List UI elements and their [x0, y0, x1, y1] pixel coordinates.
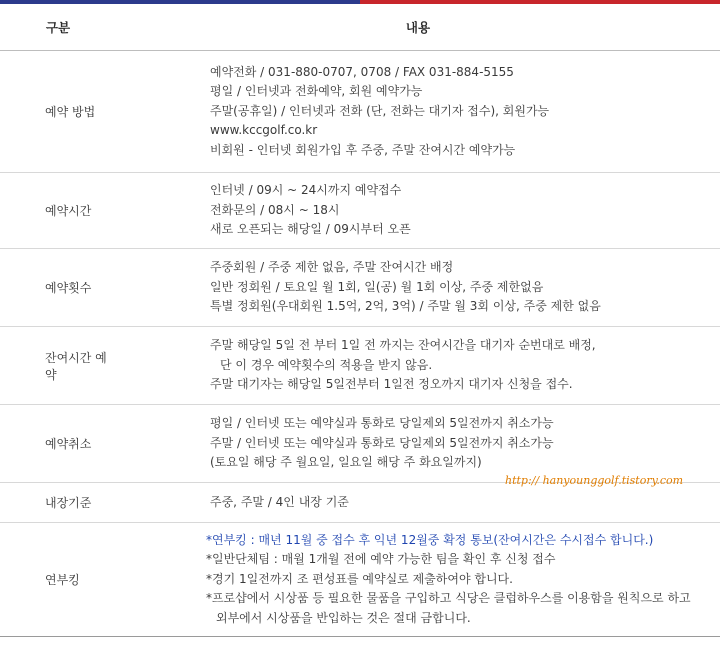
content-line: 단 이 경우 예약횟수의 적용을 받지 않음.	[220, 357, 433, 372]
table-row	[0, 51, 720, 173]
row-content	[116, 249, 720, 327]
content-line: 평일 / 인터넷과 전화예약, 회원 예약가능	[210, 84, 423, 99]
content-line: 주중, 주말 / 4인 내장 기준	[210, 494, 349, 509]
row-content	[116, 405, 720, 483]
header-content: 내용	[116, 4, 720, 51]
reservation-info-table	[0, 4, 720, 637]
content-line: 일반 정회원 / 토요일 월 1회, 일(공) 월 1회 이상, 주중 제한없음	[210, 279, 544, 294]
content-line: 새로 오픈되는 해당일 / 09시부터 오픈	[210, 222, 411, 237]
row-category: 예약 방법	[0, 51, 116, 173]
content-line: 평일 / 인터넷 또는 예약실과 통화로 당일제외 5일전까지 취소가능	[210, 416, 554, 431]
table-row	[0, 173, 720, 249]
content-line: 주말 해당일 5일 전 부터 1일 전 까지는 잔여시간을 대기자 순번대로 배정,	[210, 338, 596, 353]
bottom-divider	[0, 636, 720, 637]
table-header-row	[0, 4, 720, 51]
website-link[interactable]: www.kccgolf.co.kr	[210, 123, 318, 138]
table-row	[0, 405, 720, 483]
content-line: *프로샵에서 시상품 등 필요한 물품을 구입하고 식당은 클럽하우스를 이용함을 원칙으로 하고	[206, 591, 691, 606]
content-line: 비회원 - 인터넷 회원가입 후 주중, 주말 잔여시간 예약가능	[210, 142, 516, 157]
content-line: 주말 대기자는 해당일 5일전부터 1일전 정오까지 대기자 신청을 접수.	[210, 377, 573, 392]
row-category: 예약횟수	[0, 249, 116, 327]
table-row	[0, 249, 720, 327]
content-line: 특별 정회원(우대회원 1.5억, 2억, 3억) / 주말 월 3회 이상, 주중 제한 없음	[210, 299, 601, 314]
row-content	[116, 523, 720, 637]
content-line-highlight: *연부킹 : 매년 11월 중 접수 후 익년 12월중 확정 통보(잔여시간은 수시접수 합니다.)	[206, 532, 654, 547]
header-category: 구분	[0, 4, 116, 51]
row-content	[116, 51, 720, 173]
row-category: 예약취소	[0, 405, 116, 483]
content-line: 주중회원 / 주중 제한 없음, 주말 잔여시간 배정	[210, 260, 454, 275]
content-line: 주말 / 인터넷 또는 예약실과 통화로 당일제외 5일전까지 취소가능	[210, 435, 554, 450]
table-row	[0, 327, 720, 405]
row-content	[116, 327, 720, 405]
content-line: 전화문의 / 08시 ~ 18시	[210, 202, 340, 217]
row-category: 연부킹	[0, 523, 116, 637]
row-category: 예약시간	[0, 173, 116, 249]
content-line: 주말(공휴일) / 인터넷과 전화 (단, 전화는 대기자 접수), 회원가능	[210, 103, 550, 118]
content-line: *일반단체팀 : 매월 1개월 전에 예약 가능한 팀을 확인 후 신청 접수	[206, 552, 556, 567]
content-line: 인터넷 / 09시 ~ 24시까지 예약접수	[210, 183, 402, 198]
content-line: *경기 1일전까지 조 편성표를 예약실로 제출하여야 합니다.	[206, 571, 513, 586]
table-row	[0, 483, 720, 523]
row-category: 잔여시간 예약	[0, 327, 116, 405]
row-category: 내장기준	[0, 483, 116, 523]
content-line: 외부에서 시상품을 반입하는 것은 절대 금합니다.	[216, 610, 471, 625]
blog-watermark: http:// hanyounggolf.tistory.com	[505, 474, 684, 487]
row-content	[116, 483, 720, 523]
row-content	[116, 173, 720, 249]
content-line: (토요일 해당 주 월요일, 일요일 해당 주 화요일까지)	[210, 455, 482, 470]
content-line: 예약전화 / 031-880-0707, 0708 / FAX 031-884-5155	[210, 64, 514, 79]
table-row	[0, 523, 720, 637]
